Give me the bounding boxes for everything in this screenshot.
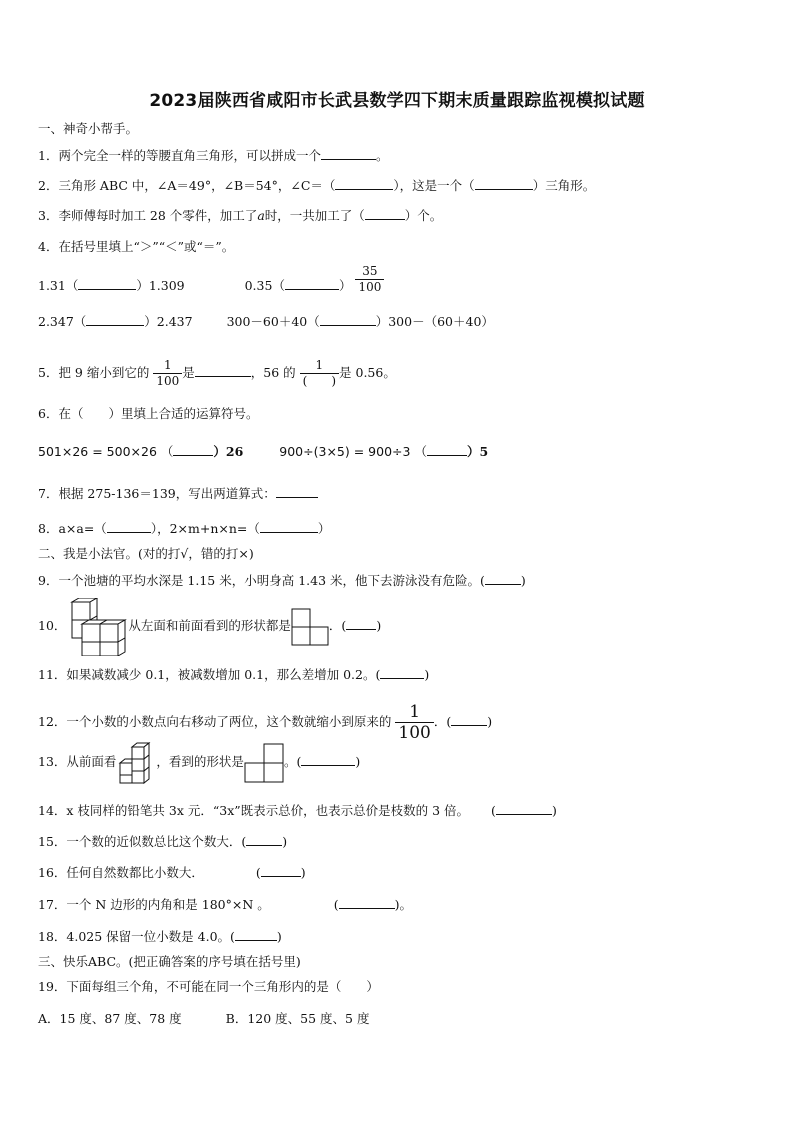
q5-text-a: 5．把 9 缩小到它的	[38, 365, 150, 380]
section-2-heading: 二、我是小法官。(对的打√，错的打×)	[38, 546, 254, 561]
question-7	[38, 484, 318, 503]
question-1	[38, 146, 388, 165]
q5-f2-den[interactable]: ( )	[300, 373, 339, 389]
question-15	[38, 832, 287, 851]
q4-r1-d: ）	[338, 278, 352, 293]
q6-blank-1[interactable]	[173, 442, 213, 456]
q4-r2-a: 2.347（	[38, 314, 87, 329]
q5-text-b: 是	[182, 365, 195, 380]
q11-close: )	[424, 667, 430, 682]
q4-frac-den: 100	[355, 279, 384, 295]
q3-variable: a	[257, 208, 265, 223]
cube-stack-figure	[66, 598, 128, 656]
question-11	[38, 665, 429, 684]
q8-blank-2[interactable]	[260, 519, 318, 533]
question-10	[38, 597, 381, 655]
q8-text-a: 8．a×a=（	[38, 521, 107, 536]
q17-text: 17．一个 N 边形的内角和是 180°×N 。	[38, 897, 270, 912]
q4-blank-4[interactable]	[320, 312, 376, 326]
q10-paren-open: ．(	[328, 618, 347, 633]
q7-text: 7．根据 275-136＝139，写出两道算式：	[38, 486, 276, 501]
q5-text-d: 是 0.56。	[339, 365, 396, 380]
q10-text: 从左面和前面看到的形状都是	[128, 618, 291, 633]
question-8	[38, 519, 330, 538]
q2-blank-1[interactable]	[335, 176, 393, 190]
question-9	[38, 571, 526, 590]
q16-text: 16．任何自然数都比小数大．	[38, 865, 204, 880]
q4-blank-3[interactable]	[86, 312, 144, 326]
section-1-heading: 一、神奇小帮手。	[38, 121, 139, 136]
q1-text: 1．两个完全一样的等腰直角三角形，可以拼成一个	[38, 148, 321, 163]
q11-text: 11．如果减数减少 0.1，被减数增加 0.1，那么差增加 0.2。(	[38, 667, 381, 682]
q14-paren-open: (	[491, 803, 496, 818]
q8-text-c: ）	[317, 521, 331, 536]
q2-text-a: 2．三角形 ABC 中，∠A＝49°，∠B＝54°，∠C＝（	[38, 178, 336, 193]
q4-r1-c: 0.35（	[244, 278, 285, 293]
q4-fraction	[355, 264, 384, 295]
question-6: 6．在（ ）里填上合适的运算符号。	[38, 406, 259, 421]
q13-text-a: 从前面看	[66, 754, 117, 769]
q4-frac-num: 35	[362, 264, 378, 278]
front-view-shape-figure	[244, 743, 284, 783]
q2-text-b: ），这是一个（	[393, 178, 475, 193]
q14-blank[interactable]	[496, 801, 552, 815]
q13-blank[interactable]	[301, 752, 355, 766]
q13-paren-open: 。(	[283, 754, 302, 769]
question-4-row-1	[38, 264, 384, 295]
q11-blank[interactable]	[380, 665, 424, 679]
question-19-options	[38, 1010, 369, 1028]
q4-r2-c: 300－60＋40（	[226, 314, 320, 329]
q8-text-b: ），2×m+n×n=（	[150, 521, 260, 536]
question-16	[38, 863, 306, 882]
question-19: 19．下面每组三个角，不可能在同一个三角形内的是（ ）	[38, 979, 379, 994]
q9-text: 9．一个池塘的平均水深是 1.15 米，小明身高 1.43 米，他下去游泳没有危险。(	[38, 573, 485, 588]
q19-option-a[interactable]: A．15 度、87 度、78 度	[38, 1011, 182, 1026]
q16-paren-open: (	[255, 865, 261, 880]
small-cube-stack-figure	[116, 742, 156, 784]
q12-paren-close: )	[487, 714, 493, 729]
q3-text-c: ）个。	[404, 208, 443, 223]
q17-paren-close: )。	[394, 897, 413, 912]
question-18	[38, 927, 282, 946]
q2-blank-2[interactable]	[475, 176, 533, 190]
q12-frac-num: 1	[409, 702, 421, 722]
q4-blank-1[interactable]	[78, 276, 136, 290]
section-3-heading: 三、快乐ABC。(把正确答案的序号填在括号里)	[38, 954, 301, 969]
q19-option-b[interactable]: B．120 度、55 度、5 度	[225, 1011, 370, 1026]
q16-blank[interactable]	[261, 863, 301, 877]
q16-paren-close: )	[300, 865, 306, 880]
q6-paren-2: （	[414, 444, 427, 459]
question-6-rows	[38, 442, 488, 461]
q13-paren-close: )	[355, 754, 361, 769]
q5-f1-num: 1	[163, 358, 172, 372]
q4-r2-b: ）2.437	[144, 314, 193, 329]
q12-text: 12．一个小数的小数点向右移动了两位，这个数就缩小到原来的	[38, 714, 392, 729]
q13-number: 13．	[38, 754, 67, 769]
q15-close: )	[282, 834, 288, 849]
q14-text: 14．x 枝同样的铅笔共 3x 元．“3x”既表示总价，也表示总价是枝数的 3 倍。	[38, 803, 470, 818]
question-3	[38, 206, 442, 225]
question-4-row-2	[38, 312, 494, 331]
q10-blank[interactable]	[346, 616, 376, 630]
question-5	[38, 358, 396, 389]
q1-blank[interactable]	[321, 146, 376, 160]
q4-r2-d: ）300－（60＋40）	[375, 314, 494, 329]
question-13	[38, 740, 360, 784]
question-4-intro: 4．在括号里填上“＞”“＜”或“＝”。	[38, 239, 235, 254]
q5-fraction-1	[153, 358, 182, 389]
q4-r1-a: 1.31（	[38, 278, 79, 293]
q12-frac-den: 100	[395, 722, 433, 743]
question-12	[38, 702, 492, 743]
q6-expr-1-end: ）26	[213, 444, 244, 459]
q14-paren-close: )	[551, 803, 557, 818]
q8-blank-1[interactable]	[107, 519, 151, 533]
grid-shape-figure	[291, 608, 329, 646]
q1-end: 。	[375, 148, 389, 163]
q18-close: )	[276, 929, 282, 944]
q12-fraction	[395, 702, 433, 743]
q17-blank[interactable]	[339, 895, 395, 909]
q6-expr-1: 501×26 = 500×26	[38, 444, 157, 459]
q15-blank[interactable]	[246, 832, 282, 846]
page-title: 2023届陕西省咸阳市长武县数学四下期末质量跟踪监视模拟试题	[149, 91, 645, 111]
q5-text-c: ，56 的	[250, 365, 296, 380]
q3-text-b: 时，一共加工了（	[264, 208, 365, 223]
question-14	[38, 801, 557, 820]
question-17	[38, 895, 412, 914]
q6-expr-2-end: ）5	[466, 444, 489, 459]
q5-f1-den: 100	[153, 373, 182, 389]
q10-number: 10．	[38, 618, 67, 633]
q9-close: )	[520, 573, 526, 588]
q3-blank[interactable]	[365, 206, 405, 220]
q9-blank[interactable]	[485, 571, 521, 585]
q5-blank-1[interactable]	[195, 363, 251, 377]
q5-f2-num: 1	[315, 358, 324, 372]
question-2	[38, 176, 595, 195]
q2-text-c: ）三角形。	[532, 178, 596, 193]
q7-blank[interactable]	[276, 484, 318, 498]
q12-paren-open: ．(	[433, 714, 452, 729]
q5-fraction-2	[300, 358, 339, 389]
q12-blank[interactable]	[451, 712, 487, 726]
q18-text: 18．4.025 保留一位小数是 4.0。(	[38, 929, 235, 944]
q6-expr-2: 900÷(3×5) = 900÷3	[279, 444, 411, 459]
q6-paren-1: （	[160, 444, 174, 459]
q6-blank-2[interactable]	[427, 442, 467, 456]
q17-paren-open: (	[333, 897, 339, 912]
q18-blank[interactable]	[235, 927, 277, 941]
q13-text-b: ，看到的形状是	[156, 754, 244, 769]
q10-paren-close: )	[376, 618, 382, 633]
q4-r1-b: ）1.309	[136, 278, 185, 293]
q4-blank-2[interactable]	[285, 276, 339, 290]
q3-text-a: 3．李师傅每时加工 28 个零件，加工了	[38, 208, 258, 223]
q15-text: 15．一个数的近似数总比这个数大．(	[38, 834, 247, 849]
